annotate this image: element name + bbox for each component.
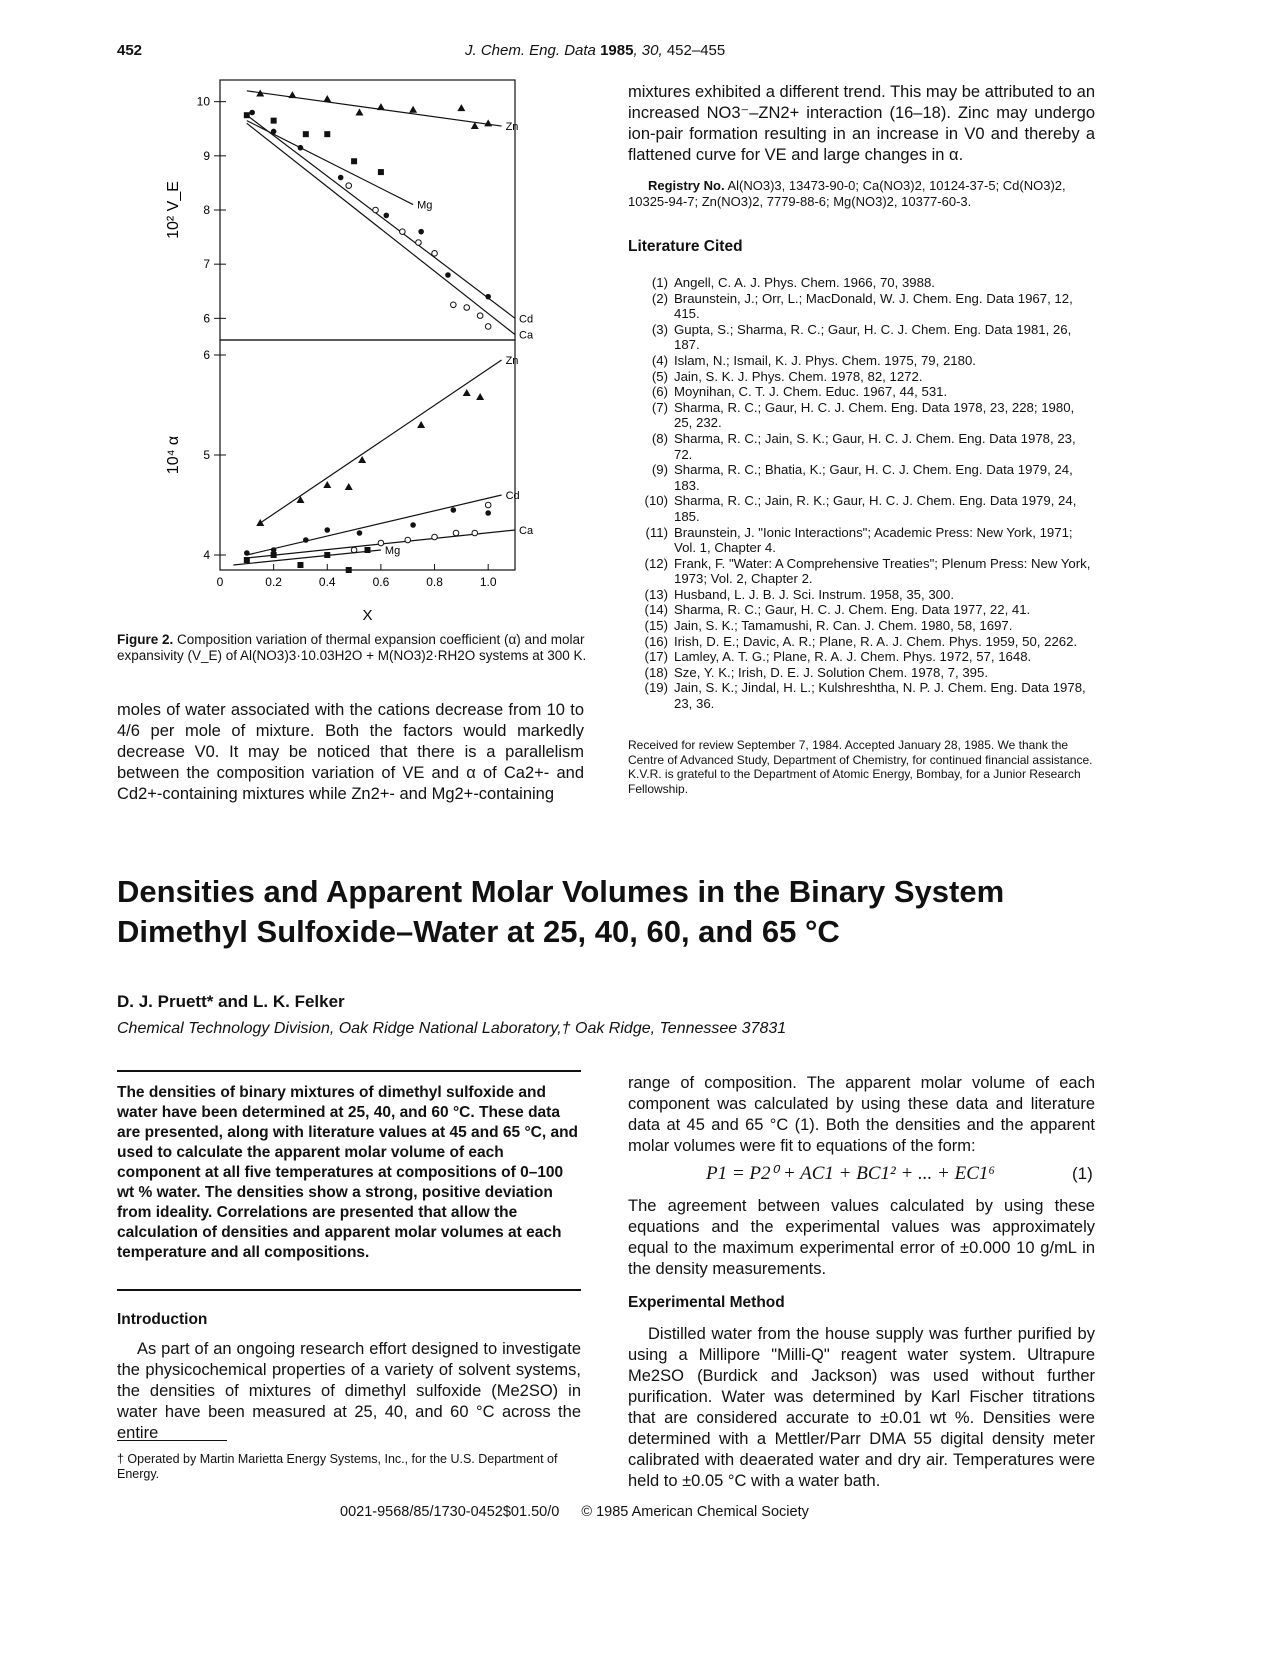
x-axis-label: X bbox=[362, 607, 373, 624]
reference-item bbox=[632, 618, 1095, 634]
reference-text: Braunstein, J. "Ionic Interactions"; Academic Press: New York, 1971; Vol. 1, Chapter 4. bbox=[674, 524, 1073, 556]
reference-text: Braunstein, J.; Orr, L.; MacDonald, W. J. Chem. Eng. Data 1967, 12, 415. bbox=[674, 290, 1073, 322]
reference-number: (14) bbox=[644, 602, 668, 618]
reference-number: (13) bbox=[644, 586, 668, 602]
y-tick-label: 4 bbox=[203, 548, 210, 562]
footer-copyright: © 1985 American Chemical Society bbox=[581, 1504, 809, 1520]
data-point bbox=[351, 158, 357, 164]
data-point bbox=[256, 519, 264, 526]
data-point bbox=[378, 169, 384, 175]
y-tick-label: 10 bbox=[196, 94, 210, 109]
plot-frame bbox=[220, 80, 515, 340]
data-point bbox=[323, 95, 331, 102]
x-tick-label: 0.2 bbox=[265, 575, 282, 589]
data-point bbox=[244, 557, 250, 563]
reference-item bbox=[632, 400, 1095, 431]
data-point bbox=[288, 91, 296, 98]
article-right-paragraph-2: The agreement between values calculated by using these equations and the experimental values was approximately equal to the maximum experimental error of ±0.000 10 g/mL in the density measurements. bbox=[628, 1197, 1095, 1278]
reference-text: Jain, S. K. J. Phys. Chem. 1978, 82, 1272. bbox=[674, 368, 923, 384]
figure-caption-label: Figure 2. bbox=[117, 632, 174, 647]
x-tick-label: 0 bbox=[216, 575, 224, 589]
x-tick-label: 0.4 bbox=[318, 575, 336, 589]
y-tick-label: 5 bbox=[203, 448, 210, 462]
data-point bbox=[346, 567, 352, 573]
y-tick-label: 7 bbox=[203, 257, 210, 272]
series-label: Zn bbox=[505, 121, 519, 134]
data-point bbox=[383, 213, 389, 219]
data-point bbox=[410, 522, 416, 528]
reference-number: (7) bbox=[651, 399, 668, 415]
reference-text: Sharma, R. C.; Jain, S. K.; Gaur, H. C. J. Chem. Eng. Data 1978, 23, 72. bbox=[674, 430, 1076, 462]
reference-item bbox=[632, 665, 1095, 681]
reference-number: (6) bbox=[651, 384, 668, 400]
reference-text: Lamley, A. T. G.; Plane, R. A. J. Chem. Phys. 1972, 57, 1648. bbox=[674, 649, 1032, 665]
series-label: Zn bbox=[505, 355, 519, 367]
reference-number: (1) bbox=[651, 275, 668, 290]
data-point bbox=[271, 118, 277, 124]
literature-heading: Literature Cited bbox=[628, 238, 743, 255]
page-number: 452 bbox=[117, 42, 143, 59]
reference-item bbox=[632, 680, 1095, 711]
x-tick-label: 1.0 bbox=[479, 575, 497, 589]
article-title bbox=[117, 872, 1117, 952]
journal-pages: 452–455 bbox=[666, 42, 726, 59]
series-label: Ca bbox=[519, 329, 534, 342]
data-point bbox=[453, 530, 459, 536]
data-point bbox=[409, 106, 417, 113]
reference-number: (5) bbox=[651, 368, 668, 384]
data-point bbox=[249, 110, 255, 116]
authors: D. J. Pruett* and L. K. Felker bbox=[117, 992, 345, 1011]
reference-text: Jain, S. K.; Jindal, H. L.; Kulshreshtha, N. P. J. Chem. Eng. Data 1978, 23, 36. bbox=[674, 680, 1086, 712]
equation-number: (1) bbox=[1072, 1164, 1093, 1183]
data-point bbox=[338, 175, 344, 181]
data-point bbox=[324, 131, 330, 137]
data-point bbox=[464, 305, 470, 311]
data-point bbox=[244, 550, 250, 556]
reference-text: Sharma, R. C.; Gaur, H. C. J. Chem. Eng. Data 1977, 22, 41. bbox=[674, 602, 1031, 618]
data-point bbox=[416, 240, 422, 246]
figure-caption-text: Composition variation of thermal expansion coefficient (α) and molar expansivity (V_E) of Al(NO3)3·10.03H2O + M(NO3)2·RH2O systems at 300 K. bbox=[117, 632, 587, 663]
reference-number: (3) bbox=[651, 321, 668, 337]
journal-volume: 30 bbox=[641, 42, 659, 59]
reference-item bbox=[632, 587, 1095, 603]
data-point bbox=[485, 510, 491, 516]
running-header: J. Chem. Eng. Data 1985, 30, 452–455 bbox=[465, 42, 726, 59]
series-label: Mg bbox=[384, 545, 401, 557]
experimental-text: Distilled water from the house supply was further purified by using a Millipore "Milli-Q" reagent water system. Ultrapure Me2SO (Burdick and Jackson) was used without further purification. Water was determined by Karl Fischer titrations that are considered accurate to ±0.01 wt %. Densities were determined with a Mettler/Parr DMA 55 digital density meter calibrated with deaerated water and dry air. Temperatures were held to ±0.05 °C with a water bath. bbox=[628, 1325, 1095, 1490]
data-point bbox=[476, 393, 484, 400]
reference-text: Sharma, R. C.; Gaur, H. C. J. Chem. Eng. Data 1978, 23, 228; 1980, 25, 232. bbox=[674, 399, 1075, 431]
journal-name: J. Chem. Eng. Data bbox=[465, 42, 596, 59]
data-point bbox=[298, 145, 304, 151]
reference-number: (11) bbox=[645, 524, 668, 540]
x-tick-label: 0.8 bbox=[426, 575, 443, 589]
reference-number: (18) bbox=[644, 664, 668, 680]
reference-item bbox=[632, 493, 1095, 524]
reference-item bbox=[632, 384, 1095, 400]
data-point bbox=[365, 547, 371, 553]
article-right-paragraph-1: range of composition. The apparent molar volume of each component was calculated by using these data and literature data at 45 and 65 °C (1). Both the densities and the apparent molar volumes were fit to equations of the form: bbox=[628, 1074, 1095, 1155]
reference-text: Gupta, S.; Sharma, R. C.; Gaur, H. C. J. Chem. Eng. Data 1981, 26, 187. bbox=[674, 321, 1072, 353]
data-point bbox=[297, 562, 303, 568]
reference-text: Moynihan, C. T. J. Chem. Educ. 1967, 44, 531. bbox=[674, 384, 948, 400]
series-label: Cd bbox=[505, 490, 520, 502]
data-point bbox=[378, 540, 384, 546]
data-point bbox=[358, 456, 366, 463]
registry-text: Al(NO3)3, 13473-90-0; Ca(NO3)2, 10124-37-5; Cd(NO3)2, 10325-94-7; Zn(NO3)2, 7779-88-6; Mg(NO3)2, 10377-60-3. bbox=[628, 178, 1066, 209]
introduction-heading: Introduction bbox=[117, 1311, 208, 1328]
series-label: Mg bbox=[417, 199, 433, 212]
data-point bbox=[472, 530, 478, 536]
reference-item bbox=[632, 431, 1095, 462]
reference-text: Husband, L. J. B. J. Sci. Instrum. 1958, 35, 300. bbox=[674, 586, 955, 602]
series-line bbox=[247, 123, 515, 334]
data-point bbox=[324, 527, 330, 533]
reference-text: Islam, N.; Ismail, K. J. Phys. Chem. 1975, 79, 2180. bbox=[674, 352, 976, 368]
data-point bbox=[418, 229, 424, 235]
introduction-text: As part of an ongoing research effort designed to investigate the physicochemical properties of a variety of solvent systems, the densities of mixtures of dimethyl sulfoxide (Me2SO) in water have been measured at 25, 40, and 60 °C across the entire bbox=[117, 1340, 581, 1442]
data-point bbox=[477, 313, 483, 319]
y-tick-label: 6 bbox=[203, 311, 210, 326]
journal-year: 1985 bbox=[600, 42, 634, 59]
registry-label: Registry No. bbox=[648, 178, 725, 193]
figure-2 bbox=[160, 70, 600, 630]
reference-number: (12) bbox=[644, 555, 668, 571]
right-col-paragraph: mixtures exhibited a different trend. This may be attributed to an increased NO3⁻–ZN2+ interaction (16–18). Zinc may undergo ion-pair formation resulting in an increase in V0 and thereby a flattened curve for VE and large changes in α. bbox=[628, 83, 1095, 164]
article-title-line1: Densities and Apparent Molar Volumes in the Binary System bbox=[117, 874, 1005, 909]
reference-text: Irish, D. E.; Davic, A. R.; Plane, R. A. J. Chem. Phys. 1959, 50, 2262. bbox=[674, 633, 1078, 649]
affiliation: Chemical Technology Division, Oak Ridge National Laboratory,† Oak Ridge, Tennessee 37831 bbox=[117, 1020, 787, 1037]
reference-item bbox=[632, 602, 1095, 618]
footer-code: 0021-9568/85/1730-0452$01.50/0 bbox=[340, 1504, 560, 1520]
reference-item bbox=[632, 275, 1095, 291]
reference-text: Sharma, R. C.; Bhatia, K.; Gaur, H. C. J. Chem. Eng. Data 1979, 24, 183. bbox=[674, 462, 1073, 493]
reference-text: Sze, Y. K.; Irish, D. E. J. Solution Chem. 1978, 7, 395. bbox=[674, 664, 988, 680]
reference-text: Jain, S. K.; Tamamushi, R. Can. J. Chem. 1980, 58, 1697. bbox=[674, 618, 1013, 634]
reference-text: Angell, C. A. J. Phys. Chem. 1966, 70, 3988. bbox=[674, 275, 935, 290]
experimental-heading: Experimental Method bbox=[628, 1294, 785, 1311]
left-col-paragraph: moles of water associated with the cations decrease from 10 to 4/6 per mole of mixture. Both the factors would markedly decrease V0. It may be noticed that there is a parallelism between the composition variation of VE and α of Ca2+- and Cd2+-containing mixtures while Zn2+- and Mg2+-containing bbox=[117, 701, 584, 803]
data-point bbox=[346, 183, 352, 189]
data-point bbox=[400, 229, 406, 235]
reference-number: (15) bbox=[644, 618, 668, 634]
data-point bbox=[485, 294, 491, 300]
y-axis-label: 10⁴ α bbox=[165, 435, 182, 475]
x-tick-label: 0.6 bbox=[372, 575, 390, 589]
data-point bbox=[432, 251, 438, 257]
reference-item bbox=[632, 525, 1095, 556]
series-label: Ca bbox=[519, 525, 534, 537]
data-point bbox=[451, 302, 457, 308]
data-point bbox=[432, 534, 438, 540]
data-point bbox=[463, 389, 471, 396]
reference-text: Sharma, R. C.; Jain, R. K.; Gaur, H. C. J. Chem. Eng. Data 1979, 24, 185. bbox=[674, 493, 1077, 524]
reference-number: (16) bbox=[644, 633, 668, 649]
data-point bbox=[345, 483, 353, 490]
reference-number: (17) bbox=[644, 649, 668, 665]
figure-caption bbox=[117, 632, 587, 664]
reference-item bbox=[632, 291, 1095, 322]
footnote: † Operated by Martin Marietta Energy Systems, Inc., for the U.S. Department of Energy. bbox=[117, 1452, 558, 1481]
reference-item bbox=[632, 353, 1095, 369]
reference-number: (2) bbox=[651, 290, 668, 306]
reference-number: (19) bbox=[644, 680, 668, 696]
y-tick-label: 8 bbox=[203, 203, 210, 217]
data-point bbox=[271, 129, 277, 135]
reference-number: (10) bbox=[644, 493, 668, 509]
reference-text: Frank, F. "Water: A Comprehensive Treaties"; Plenum Press: New York, 1973; Vol. 2, Chapter 2. bbox=[674, 555, 1091, 587]
data-point bbox=[323, 481, 331, 488]
data-point bbox=[457, 104, 465, 111]
abstract-top-rule bbox=[117, 1070, 581, 1072]
data-point bbox=[405, 537, 411, 543]
data-point bbox=[271, 552, 277, 558]
data-point bbox=[324, 552, 330, 558]
received-note: Received for review September 7, 1984. Accepted January 28, 1985. We thank the Centre of Advanced Study, Department of Chemistry, for continued financial assistance. K.V.R. is grateful to the Department of Atomic Energy, Bombay, for a Junior Research Fellowship. bbox=[628, 738, 1093, 796]
registry-numbers bbox=[628, 178, 1095, 210]
data-point bbox=[355, 109, 363, 116]
data-point bbox=[445, 272, 451, 278]
y-tick-label: 9 bbox=[203, 148, 210, 163]
data-point bbox=[271, 547, 277, 553]
data-point bbox=[303, 537, 309, 543]
footer bbox=[340, 1504, 809, 1520]
series-line bbox=[247, 495, 502, 555]
data-point bbox=[485, 324, 491, 330]
data-point bbox=[485, 502, 491, 508]
reference-item bbox=[632, 649, 1095, 665]
reference-item bbox=[632, 462, 1095, 493]
reference-item bbox=[632, 369, 1095, 385]
data-point bbox=[417, 421, 425, 428]
y-axis-label: 10² V_E bbox=[165, 181, 182, 239]
plot-frame bbox=[220, 340, 515, 570]
series-line bbox=[260, 360, 501, 523]
data-point bbox=[377, 103, 385, 110]
equation-1: P1 = P2⁰ + AC1 + BC1² + ... + EC1⁶ bbox=[706, 1163, 995, 1184]
series-label: Cd bbox=[519, 313, 534, 326]
abstract-bottom-rule bbox=[117, 1289, 581, 1291]
data-point bbox=[484, 119, 492, 126]
data-point bbox=[303, 131, 309, 137]
y-tick-label: 6 bbox=[203, 348, 210, 362]
data-point bbox=[373, 207, 379, 213]
reference-number: (9) bbox=[651, 462, 668, 478]
reference-number: (8) bbox=[651, 430, 668, 446]
reference-list bbox=[632, 275, 1095, 712]
series-line bbox=[247, 115, 515, 318]
reference-item bbox=[632, 322, 1095, 353]
reference-item bbox=[632, 634, 1095, 650]
reference-item bbox=[632, 556, 1095, 587]
abstract: The densities of binary mixtures of dimethyl sulfoxide and water have been determined at 25, 40, and 60 °C. These data are presented, along with literature values at 45 and 65 °C, and used to calculate the apparent molar volume of each component at all five temperatures at compositions of 0–100 wt % water. The densities show a strong, positive deviation from ideality. Correlations are presented that allow the calculation of densities and apparent molar volumes at each temperature and all compositions. bbox=[117, 1084, 579, 1261]
data-point bbox=[451, 507, 457, 513]
reference-number: (4) bbox=[651, 352, 668, 368]
article-title-line2: Dimethyl Sulfoxide–Water at 25, 40, 60, and 65 °C bbox=[117, 914, 840, 949]
footnote-rule bbox=[117, 1440, 227, 1441]
data-point bbox=[357, 530, 363, 536]
